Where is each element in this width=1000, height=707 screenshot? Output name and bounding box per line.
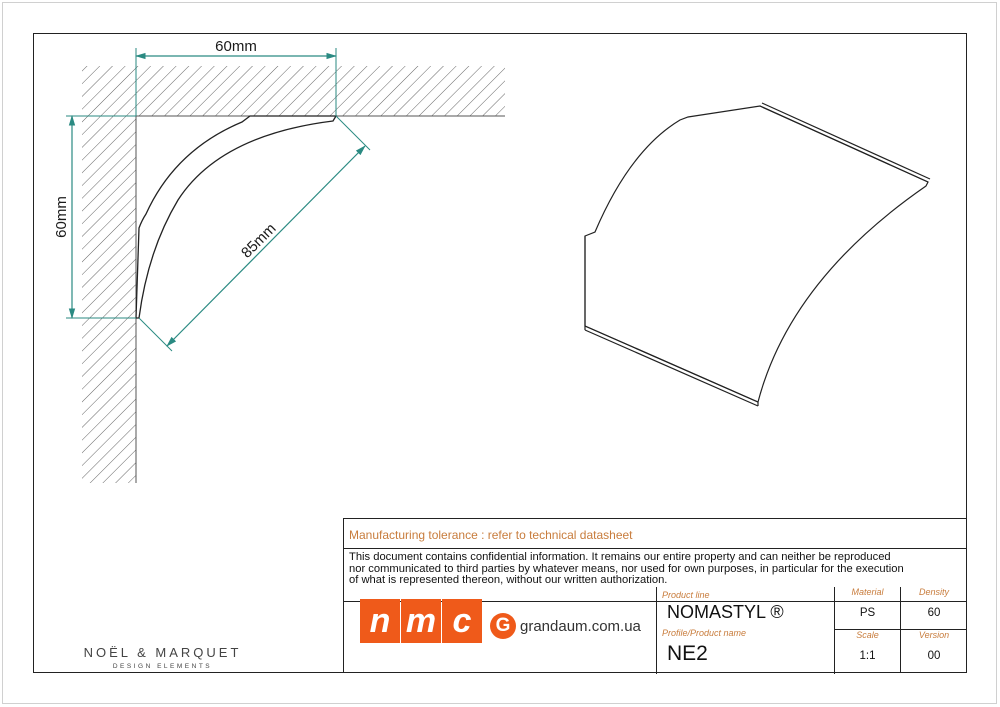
version-label: Version [918,630,950,640]
scale-cell [835,630,901,673]
nmc-logo-letter: n [360,599,400,643]
dimension-diagonal [139,116,370,351]
brand-subtitle: DESIGN ELEMENTS [112,663,213,670]
dim-top-label: 60mm [215,38,257,55]
product-cell [657,587,835,674]
site-text: grandaum.com.ua [520,617,641,635]
confidentiality-line: nor communicated to third parties by whatever means, nor used for own purposes, in particular for the execution [349,562,904,575]
isometric-view [585,103,930,406]
density-value: 60 [927,607,941,619]
brand-logo [80,645,245,670]
spec-grid [835,587,968,674]
confidentiality-line: This document contains confidential information. It remains our entire property and can neither be reproduced [349,551,891,563]
scale-value: 1:1 [859,650,876,662]
nmc-logo-letter: m [401,599,441,643]
material-cell [835,587,901,630]
product-name-label: Profile/Product name [662,628,747,638]
site-watermark [490,613,641,639]
dim-diagonal-label: 85mm [238,220,280,262]
product-line-label: Product line [662,590,710,600]
site-icon: G [490,613,516,639]
product-name-value: NE2 [667,642,708,665]
title-block [343,518,967,673]
product-line-value: NOMASTYL ® [667,602,784,622]
version-value: 00 [927,650,941,662]
wall-hatch [82,320,136,483]
material-value: PS [859,607,876,619]
nmc-logo [360,599,483,643]
version-cell [901,630,967,673]
density-label: Density [918,587,949,597]
brand-name: NOËL & MARQUET [83,645,242,660]
material-label: Material [851,587,884,597]
scale-label: Scale [856,630,879,640]
cornice-profile [136,116,336,318]
dim-left-label: 60mm [53,196,70,238]
nmc-logo-letter: c [442,599,482,643]
density-cell [901,587,967,630]
confidentiality-line: of what is represented thereon, without our written authorization. [349,574,668,586]
tolerance-note: Manufacturing tolerance : refer to technical datasheet [344,519,967,549]
logo-cell [344,587,657,674]
